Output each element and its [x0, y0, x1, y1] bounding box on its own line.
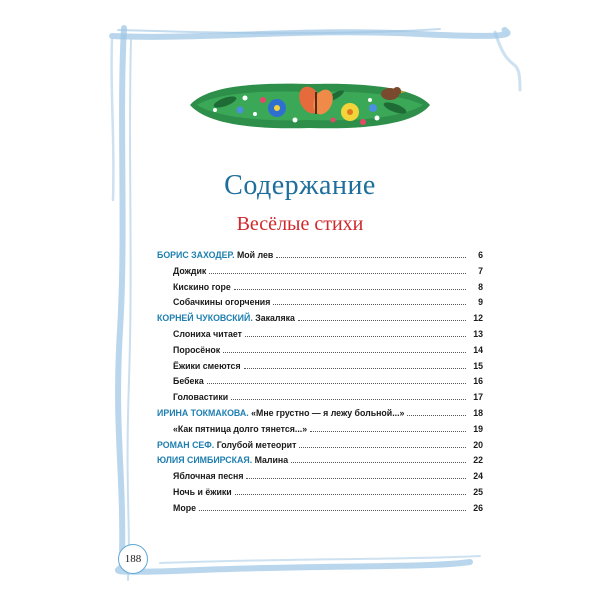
toc-author: БОРИС ЗАХОДЕР. [157, 250, 235, 260]
toc-poem-title: Мой лев [236, 250, 274, 260]
toc-leader [273, 303, 466, 305]
toc-poem-title: Головастики [173, 392, 229, 403]
toc-entry-text [157, 329, 242, 339]
toc-page-number: 7 [478, 265, 483, 276]
toc-leader [299, 446, 466, 448]
toc-leader [234, 288, 466, 290]
toc-leader [407, 414, 466, 416]
toc-entry [157, 503, 483, 519]
toc-leader [276, 256, 466, 258]
flower-blue-icon [268, 99, 286, 117]
toc-entry [157, 376, 483, 392]
toc-entry-text [157, 503, 196, 513]
toc-entry-text [157, 408, 404, 418]
toc-entry-text [157, 345, 220, 355]
toc-entry [157, 487, 483, 503]
toc-entry-text [157, 487, 232, 497]
toc-page-number: 25 [473, 486, 483, 497]
toc-entry-text [157, 266, 206, 276]
floral-ornament [185, 70, 435, 140]
toc-entry-text [157, 361, 241, 371]
toc-leader [207, 382, 466, 384]
toc-page-number: 14 [473, 344, 483, 355]
toc-entry [157, 455, 483, 471]
toc-page-number: 15 [473, 360, 483, 371]
toc-leader [199, 509, 466, 511]
toc-page-number: 22 [473, 455, 483, 466]
toc-page-number: 24 [473, 471, 483, 482]
toc-leader [235, 493, 466, 495]
toc-entry-text [157, 313, 295, 323]
toc-entry [157, 329, 483, 345]
toc-poem-title: Голубой метеорит [216, 439, 297, 450]
table-of-contents [157, 250, 483, 519]
toc-entry [157, 440, 483, 456]
toc-entry-text [157, 392, 228, 402]
toc-leader [310, 430, 466, 432]
toc-poem-title: Ёжики смеются [173, 360, 241, 371]
toc-entry-text [157, 376, 204, 386]
toc-entry-text [157, 471, 243, 481]
toc-poem-title: Дождик [173, 265, 207, 276]
toc-entry-text [157, 440, 296, 450]
toc-page-number: 12 [473, 313, 483, 324]
toc-entry [157, 471, 483, 487]
toc-author: ЮЛИЯ СИМБИРСКАЯ. [157, 455, 253, 466]
toc-entry [157, 361, 483, 377]
toc-page-number: 17 [473, 392, 483, 403]
toc-author: КОРНЕЙ ЧУКОВСКИЙ. [157, 313, 253, 324]
toc-entry-text [157, 455, 288, 465]
toc-poem-title: «Как пятница долго тянется...» [173, 423, 308, 434]
toc-page-number: 26 [473, 502, 483, 513]
toc-page-number: 18 [473, 407, 483, 418]
toc-leader [231, 398, 466, 400]
toc-poem-title: Бебека [173, 376, 204, 387]
toc-leader [244, 367, 466, 369]
toc-entry-text [157, 424, 307, 434]
toc-page-number: 16 [473, 376, 483, 387]
flower-yellow-icon [341, 103, 359, 121]
toc-page-number: 20 [473, 439, 483, 450]
toc-poem-title: Малина [254, 455, 289, 466]
toc-poem-title: Море [173, 502, 196, 513]
toc-poem-title: Поросёнок [173, 344, 221, 355]
toc-entry [157, 282, 483, 298]
toc-entry [157, 250, 483, 266]
toc-leader [246, 477, 466, 479]
toc-poem-title: Закаляка [255, 313, 295, 324]
toc-leader [245, 335, 466, 337]
toc-leader [209, 272, 466, 274]
toc-poem-title: Собачкины огорчения [173, 297, 271, 308]
toc-entry [157, 345, 483, 361]
toc-page-number: 9 [478, 297, 483, 308]
section-title: Весёлые стихи [236, 213, 364, 235]
toc-poem-title: Слониха читает [173, 328, 242, 339]
toc-entry [157, 266, 483, 282]
toc-entry-text [157, 282, 231, 292]
toc-poem-title: Яблочная песня [173, 471, 244, 482]
toc-leader [291, 461, 466, 463]
toc-entry [157, 424, 483, 440]
toc-author: РОМАН СЕФ. [157, 439, 215, 450]
toc-page-number: 19 [473, 423, 483, 434]
toc-entry-text [157, 250, 273, 260]
toc-page-number: 8 [478, 281, 483, 292]
toc-page-number: 13 [473, 328, 483, 339]
toc-author: ИРИНА ТОКМАКОВА. [157, 407, 249, 418]
toc-leader [223, 351, 466, 353]
toc-poem-title: «Мне грустно — я лежу больной...» [251, 407, 405, 418]
toc-entry [157, 392, 483, 408]
toc-entry [157, 297, 483, 313]
toc-entry [157, 313, 483, 329]
toc-poem-title: Ночь и ёжики [173, 486, 232, 497]
toc-page-number: 6 [478, 250, 483, 260]
toc-poem-title: Кискино горе [173, 281, 231, 292]
toc-entry-text [157, 297, 270, 307]
toc-leader [298, 319, 466, 321]
toc-entry [157, 408, 483, 424]
page-title: Содержание [224, 170, 376, 201]
page-number: 188 [118, 544, 148, 574]
